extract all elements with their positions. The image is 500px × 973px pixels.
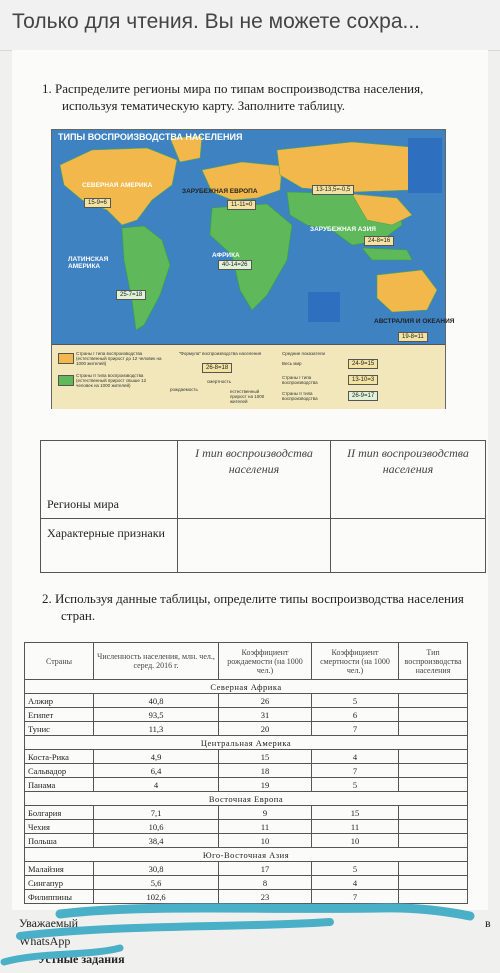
countries-col-country: Страны [25,643,94,680]
birth-rate-cell: 11 [219,820,312,834]
population-cell: 4 [94,778,219,792]
country-cell: Польша [25,834,94,848]
birth-rate-cell: 23 [219,890,312,904]
map-label-north-america: СЕВЕРНАЯ АМЕРИКА [82,182,153,189]
country-cell: Тунис [25,722,94,736]
population-cell: 4,9 [94,750,219,764]
regions-table [40,440,486,573]
map-value-oceania: 19-8=11 [398,332,428,342]
map-value-asia: 24-8=16 [364,236,394,246]
countries-col-birth: Коэффициент рождаемости (на 1000 чел.) [219,643,312,680]
population-cell: 11,3 [94,722,219,736]
countries-region-row [25,848,468,862]
legend-type1: Страны I типа воспроизводства (естественный прирост до 12 человек на 1000 жителей) [76,351,162,366]
footer-line3: Устные задания [38,952,125,966]
country-cell: Коста-Рика [25,750,94,764]
death-rate-cell: 5 [312,778,399,792]
birth-rate-cell: 20 [219,722,312,736]
birth-rate-cell: 9 [219,806,312,820]
birth-rate-cell: 17 [219,862,312,876]
table-row [25,834,468,848]
map-label-latin-america: ЛАТИНСКАЯ АМЕРИКА [68,256,109,270]
countries-col-type: Тип воспроизводства населения [399,643,468,680]
death-rate-cell: 7 [312,722,399,736]
death-rate-cell: 11 [312,820,399,834]
reproduction-type-cell[interactable] [399,722,468,736]
legend-avg-world-value: 24-9=15 [348,359,378,369]
blue-scribble-redaction [0,900,500,973]
legend-avg-type1-label: Страны I типа воспроизводства [282,375,318,385]
legend-formula-label-birth: рождаемость [170,387,198,392]
map-title: ТИПЫ ВОСПРОИЗВОДСТВА НАСЕЛЕНИЯ [58,132,243,142]
countries-region-label: Центральная Америка [25,736,468,750]
task1-line1: 1. Распределите регионы мира по типам воспроизводства населения, [42,81,424,96]
reproduction-type-cell[interactable] [399,778,468,792]
regions-table-row2-label: Характерные признаки [41,519,178,573]
population-cell: 38,4 [94,834,219,848]
legend-swatch-type1 [58,353,74,364]
footer-line1-right: в [485,916,491,930]
table-row [25,876,468,890]
legend-avg-type2-label: Страны II типа воспроизводства [282,391,318,401]
reproduction-type-cell[interactable] [399,862,468,876]
countries-region-label: Юго-Восточная Азия [25,848,468,862]
population-cell: 30,8 [94,862,219,876]
birth-rate-cell: 18 [219,764,312,778]
death-rate-cell: 5 [312,862,399,876]
countries-region-row [25,792,468,806]
countries-table-header [25,643,468,680]
legend-type2: Страны II типа воспроизводства (естественный прирост свыше 12 человек на 1000 жителей) [76,373,147,388]
death-rate-cell: 7 [312,890,399,904]
birth-rate-cell: 15 [219,750,312,764]
reproduction-type-cell[interactable] [399,834,468,848]
map-value-africa: 40-14=26 [218,260,252,270]
population-cell: 5,6 [94,876,219,890]
map-label-europe: ЗАРУБЕЖНАЯ ЕВРОПА [182,188,258,195]
table-row [25,806,468,820]
legend-formula-label-death: смертность [207,379,231,384]
population-cell: 102,6 [94,890,219,904]
population-cell: 93,5 [94,708,219,722]
population-cell: 10,6 [94,820,219,834]
population-cell: 40,8 [94,694,219,708]
legend-formula-example: 26-8=18 [202,363,232,373]
countries-region-row [25,736,468,750]
country-cell: Панама [25,778,94,792]
task1-line2: используя тематическую карту. Заполните таблицу. [62,98,346,113]
footer-line1-left: Уважаемый [19,916,78,930]
reproduction-type-cell[interactable] [399,708,468,722]
reproduction-type-cell[interactable] [399,820,468,834]
table-row [25,708,468,722]
task2-line1: 2. Используя данные таблицы, определите типы воспроизводства населения [42,591,464,606]
death-rate-cell: 15 [312,806,399,820]
birth-rate-cell: 10 [219,834,312,848]
map-label-africa: АФРИКА [212,252,240,259]
table-row [25,750,468,764]
legend-formula-title: "Формула" воспроизводства населения [178,351,262,356]
countries-region-label: Восточная Европа [25,792,468,806]
table-row [25,778,468,792]
reproduction-type-cell[interactable] [399,876,468,890]
country-cell: Болгария [25,806,94,820]
country-cell: Египет [25,708,94,722]
regions-table-cell-type2[interactable] [331,519,486,573]
table-row [25,862,468,876]
country-cell: Филиппины [25,890,94,904]
legend-avg-world-label: Весь мир [282,361,302,366]
map-label-oceania: АВСТРАЛИЯ И ОКЕАНИЯ [374,318,455,325]
regions-table-col2-header: II тип воспроизводства населения [331,441,486,519]
population-cell: 7,1 [94,806,219,820]
countries-table [24,642,468,904]
birth-rate-cell: 26 [219,694,312,708]
table-row [25,722,468,736]
country-cell: Сальвадор [25,764,94,778]
map-value-latin-america: 25-7=18 [116,290,146,300]
map-value-europe: 11-11=0 [227,200,256,210]
reproduction-type-cell[interactable] [399,750,468,764]
regions-table-row1-label: Регионы мира [47,497,120,511]
task2-line2: стран. [61,608,96,623]
regions-table-cell-type1[interactable] [178,519,331,573]
reproduction-type-cell[interactable] [399,764,468,778]
countries-col-death: Коэффициент смертности (на 1000 чел.) [312,643,399,680]
regions-table-row1-label-cell [41,441,178,519]
map-value-russia: 13-13,5=-0,5 [312,185,354,195]
birth-rate-cell: 31 [219,708,312,722]
country-cell: Малайзия [25,862,94,876]
birth-rate-cell: 8 [219,876,312,890]
world-map [51,129,455,409]
death-rate-cell: 4 [312,876,399,890]
reproduction-type-cell[interactable] [399,694,468,708]
legend-avg-type2-value: 26-9=17 [348,391,378,401]
readonly-banner [0,0,500,51]
death-rate-cell: 4 [312,750,399,764]
table-row [25,694,468,708]
death-rate-cell: 7 [312,764,399,778]
map-legend [52,344,445,409]
country-cell: Алжир [25,694,94,708]
map-label-asia: ЗАРУБЕЖНАЯ АЗИЯ [310,226,376,233]
population-cell: 6,4 [94,764,219,778]
legend-swatch-type2 [58,375,74,386]
countries-table-wrap [24,642,468,904]
regions-table-col1-header: I тип воспроизводства населения [178,441,331,519]
legend-formula-label-growth: естественный прирост на 1000 жителей [230,389,265,404]
reproduction-type-cell[interactable] [399,806,468,820]
map-value-north-america: 15-9=6 [84,198,111,208]
death-rate-cell: 6 [312,708,399,722]
readonly-banner-text: Только для чтения. Вы не можете сохра... [12,10,421,33]
death-rate-cell: 5 [312,694,399,708]
legend-avg-type1-value: 13-10=3 [348,375,378,385]
country-cell: Чехия [25,820,94,834]
birth-rate-cell: 19 [219,778,312,792]
death-rate-cell: 10 [312,834,399,848]
countries-region-row [25,680,468,694]
footer-line2: WhatsApp [19,934,71,948]
table-row [25,820,468,834]
countries-region-label: Северная Африка [25,680,468,694]
country-cell: Сингапур [25,876,94,890]
countries-col-population: Численность населения, млн. чел., серед. 2016 г. [94,643,219,680]
table-row [25,764,468,778]
legend-averages-title: Средние показатели [282,351,325,356]
